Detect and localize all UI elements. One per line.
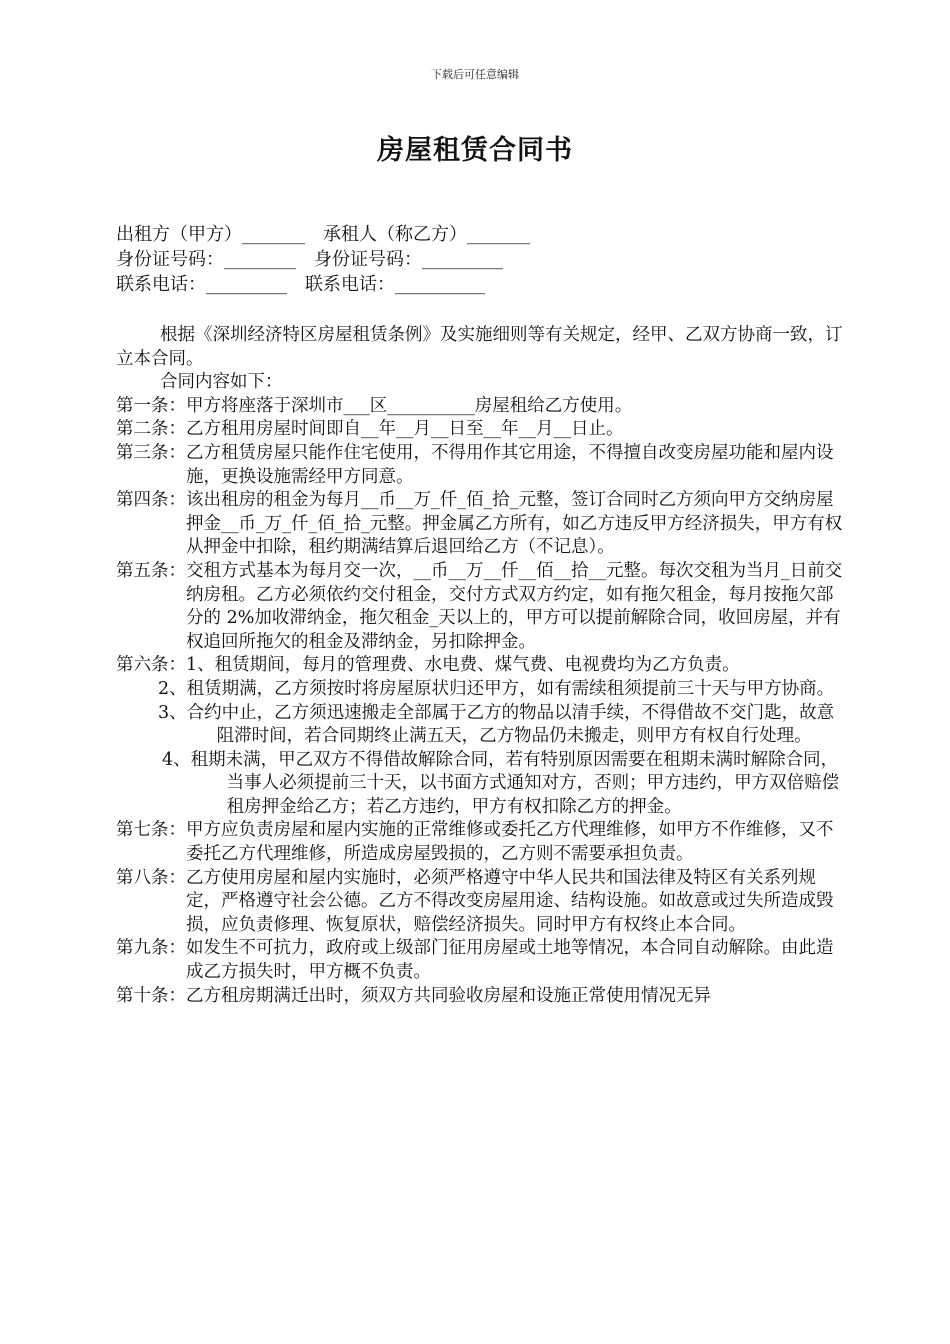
- sub-item-number: 4、: [162, 749, 191, 770]
- article-text: 乙方租房期满迁出时，须双方共同验收房屋和设施正常使用情况无异: [186, 985, 711, 1006]
- article-3: [116, 442, 846, 489]
- lessor-phone-label: 联系电话：_________: [116, 274, 287, 295]
- parties-block: [116, 222, 836, 297]
- article-text: 乙方租赁房屋只能作住宅使用，不得用作其它用途，不得擅自改变房屋功能和屋内设施，更换设施需经甲方同意。: [186, 442, 834, 487]
- article-text: 甲方应负责房屋和屋内实施的正常维修或委托乙方代理维修，如甲方不作维修，又不委托乙方代理维修，所造成房屋毁损的，乙方则不需要承担负责。: [186, 820, 834, 865]
- article-label: 第六条：: [116, 655, 186, 676]
- party-row-1: [116, 222, 836, 247]
- contents-label: 合同内容如下：: [160, 372, 283, 393]
- article-4: [116, 489, 846, 560]
- article-10: [116, 985, 846, 1009]
- article-6-item-3: [116, 702, 846, 749]
- article-6-item-4: [116, 749, 846, 820]
- lessee-id-label: 身份证号码：_________: [314, 249, 503, 270]
- sub-item-text: 合约中止，乙方须迅速搬走全部属于乙方的物品以清手续，不得借故不交门匙，故意阻滞时间，若合同期终止满五天，乙方物品仍未搬走，则甲方有权自行处理。: [186, 702, 835, 747]
- article-2: [116, 418, 846, 442]
- header-note: 下载后可任意编辑: [431, 68, 519, 81]
- article-label: 第八条：: [116, 867, 186, 888]
- article-label: 第四条：: [116, 490, 186, 511]
- article-label: 第七条：: [116, 820, 186, 841]
- sub-item-number: 2、: [158, 678, 187, 699]
- party-row-2: [116, 247, 836, 272]
- article-label: 第九条：: [116, 938, 186, 959]
- party-row-3: [116, 272, 836, 297]
- intro-paragraph: 根据《深圳经济特区房屋租赁条例》及实施细则等有关规定，经甲、乙双方协商一致，订立本合同。: [116, 325, 843, 369]
- article-6-item-2: [116, 678, 846, 702]
- document-title: 房屋租赁合同书: [377, 135, 573, 166]
- article-label: 第三条：: [116, 442, 186, 463]
- sub-item-number: 3、: [158, 702, 187, 723]
- article-label: 第十条：: [116, 985, 186, 1006]
- article-1: [116, 395, 846, 419]
- article-text: 甲方将座落于深圳市___区__________房屋租给乙方使用。: [186, 395, 633, 416]
- article-text: 交租方式基本为每月交一次，__币__万__仟__佰__拾__元整。每次交租为当月_日前交纳房租。乙方必须依约交付租金，交付方式双方约定，如有拖欠租金，每月按拖欠部分的 2%加收滞纳金，拖欠租金_天以上的，甲方可以提前解除合同，收回房屋，并有权追回所拖欠的租金及滞纳金，另扣除押金。: [186, 560, 843, 652]
- article-5: [116, 560, 846, 654]
- article-text: 如发生不可抗力，政府或上级部门征用房屋或土地等情况，本合同自动解除。由此造成乙方损失时，甲方概不负责。: [186, 938, 834, 983]
- article-label: 第一条：: [116, 395, 186, 416]
- contract-body: [116, 324, 846, 1008]
- article-text: 乙方租用房屋时间即自__年__月__日至__年__月__日止。: [186, 419, 624, 440]
- lessor-label: 出租方（甲方）_______: [116, 224, 305, 245]
- article-6: [116, 654, 846, 678]
- lessee-phone-label: 联系电话：__________: [305, 274, 485, 295]
- sub-item-text: 租赁期满，乙方须按时将房屋原状归还甲方，如有需续租须提前三十天与甲方协商。: [186, 678, 835, 699]
- article-text: 1、租赁期间，每月的管理费、水电费、煤气费、电视费均为乙方负责。: [186, 655, 740, 676]
- article-text: 乙方使用房屋和屋内实施时，必须严格遵守中华人民共和国法律及特区有关系列规定，严格遵守社会公德。乙方不得改变房屋用途、结构设施。如故意或过失所造成毁损，应负责修理、恢复原状，赔偿经济损失。同时甲方有权终止本合同。: [186, 867, 834, 935]
- article-9: [116, 937, 846, 984]
- article-label: 第五条：: [116, 560, 186, 581]
- article-7: [116, 819, 846, 866]
- lessee-label: 承租人（称乙方）_______: [323, 224, 530, 245]
- article-text: 该出租房的租金为每月__币__万_仟_佰_拾_元整，签订合同时乙方须向甲方交纳房屋押金__币_万_仟_佰_拾_元整。押金属乙方所有，如乙方违反甲方经济损失，甲方有权从押金中扣除，租约期满结算后退回给乙方（不记息）。: [186, 490, 843, 558]
- article-8: [116, 867, 846, 938]
- lessor-id-label: 身份证号码：________: [116, 249, 296, 270]
- article-label: 第二条：: [116, 419, 186, 440]
- sub-item-text: 租期未满，甲乙双方不得借故解除合同，若有特别原因需要在租期未满时解除合同，当事人必须提前三十天，以书面方式通知对方，否则；甲方违约，甲方双倍赔偿租房押金给乙方；若乙方违约，甲方有权扣除乙方的押金。: [190, 749, 840, 817]
